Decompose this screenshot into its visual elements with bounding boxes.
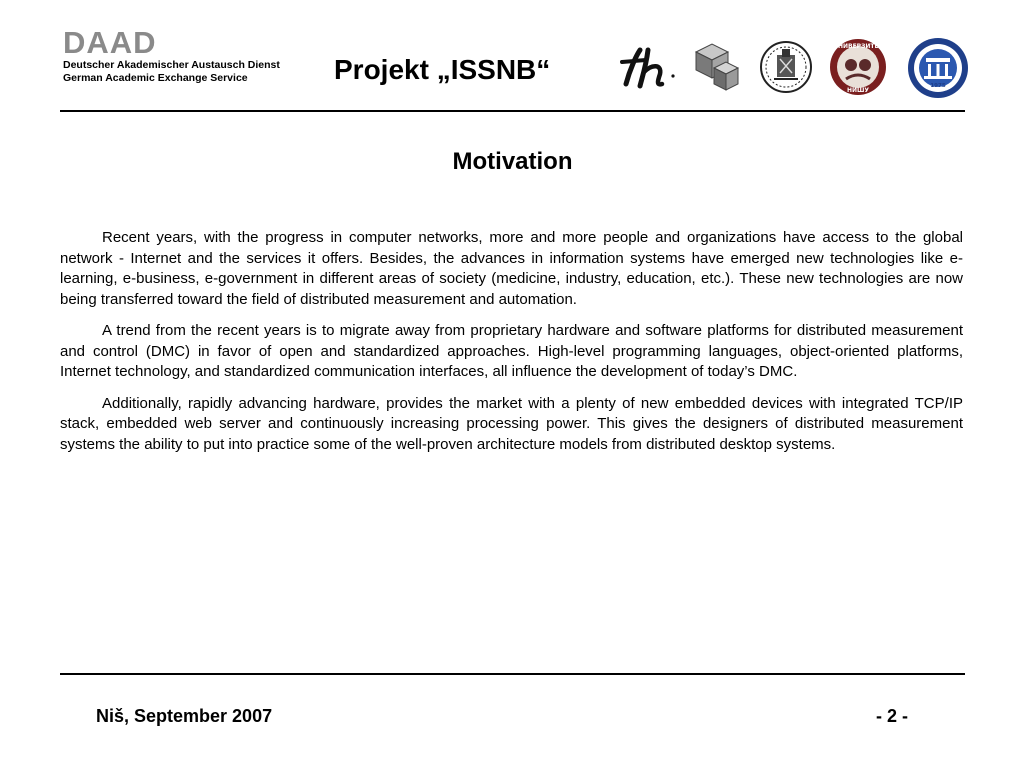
- footer-divider: [60, 673, 965, 675]
- daad-logo-text: DAAD: [63, 25, 157, 60]
- daad-logo-block: [63, 27, 280, 85]
- footer-page-number: - 2 -: [875, 706, 908, 726]
- daad-name-english: German Academic Exchange Service: [63, 72, 248, 84]
- nis-seal-text-top: УНИВЕРЗИТЕТ: [833, 43, 883, 50]
- stacked-cubes-logo-icon: [688, 38, 742, 94]
- project-title: Projekt „ISSNB“: [334, 54, 551, 85]
- partner-logos: [618, 34, 974, 100]
- university-seal-logo-icon: [758, 37, 814, 97]
- slide-title: Motivation: [452, 148, 573, 175]
- th-script-logo-icon: [618, 44, 678, 94]
- slide-body: [60, 228, 963, 466]
- paragraph-3: Additionally, rapidly advancing hardware, provides the market with a plenty of new embedded devices with integrated TCP/IP stack, embedded web server and continuously increasing processing power. This gives the designers of distributed measurement systems the ability to put into practice some of the well-proven architecture models from distributed desktop systems.: [60, 394, 963, 453]
- header-divider: [60, 110, 965, 112]
- paragraph-2: A trend from the recent years is to migrate away from proprietary hardware and software platforms for distributed measurement and control (DMC) in favor of open and standardized approaches. High-level programming languages, object-oriented platforms, Internet technology, and standardized communication interfaces, all influence the development of today’s DMC.: [60, 322, 963, 380]
- daad-name-german: Deutscher Akademischer Austausch Dienst: [63, 59, 280, 71]
- footer-location-date: Niš, September 2007: [96, 706, 273, 726]
- university-nis-seal-logo-icon: [828, 37, 888, 97]
- university-banja-luka-seal-logo-icon: [906, 36, 970, 100]
- paragraph-1: Recent years, with the progress in computer networks, more and more people and organizations have access to the global network - Internet and the services it offers. Besides, the advances in information systems have emerged new technologies like e-learning, e-business, e-government in different areas of society (medicine, industry, education, etc.). These new technologies are now being transferred toward the field of distributed measurement and automation.: [60, 229, 963, 308]
- slide-header: [0, 0, 1024, 112]
- nis-seal-text-bottom: НИШУ: [846, 87, 870, 94]
- banja-luka-seal-year: 1975: [930, 83, 946, 89]
